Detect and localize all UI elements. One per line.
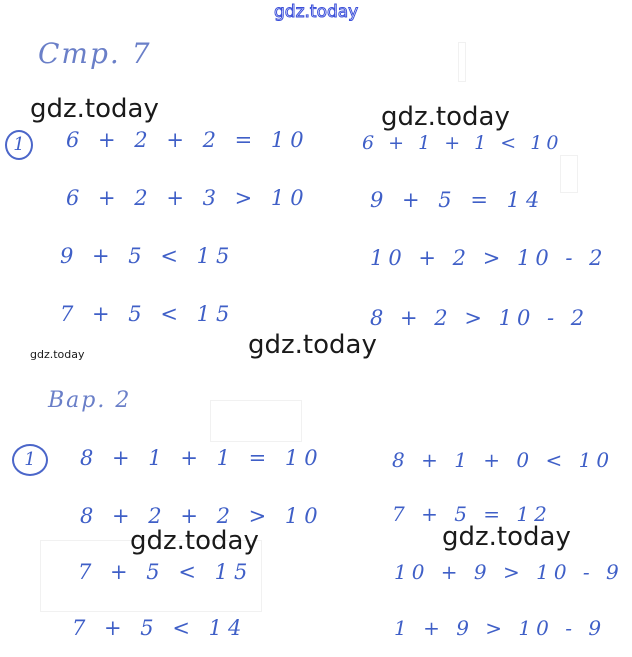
equation-left-3: 9 + 5 < 15 <box>60 244 236 268</box>
task-number-circle <box>5 130 33 160</box>
watermark: gdz.today <box>248 330 377 360</box>
scan-artifact <box>458 42 466 82</box>
equation-right-2: 9 + 5 = 14 <box>370 188 546 212</box>
task-number: 1 <box>24 449 36 470</box>
equation-right-3: 10 + 2 > 10 - 2 <box>370 246 608 270</box>
watermark: gdz.today <box>130 526 259 556</box>
equation-left-2: 8 + 2 + 2 > 10 <box>80 504 324 528</box>
task-number-circle <box>12 444 48 476</box>
task-number: 1 <box>13 134 25 155</box>
scan-artifact <box>560 155 578 193</box>
watermark-small: gdz.today <box>30 348 85 361</box>
equation-right-3: 10 + 9 > 10 - 9 <box>394 560 624 584</box>
equation-left-3: 7 + 5 < 15 <box>78 560 254 584</box>
equation-right-1: 6 + 1 + 1 < 10 <box>362 132 563 154</box>
equation-left-2: 6 + 2 + 3 > 10 <box>66 186 310 210</box>
equation-right-2: 7 + 5 = 12 <box>392 502 552 526</box>
scan-artifact <box>210 400 302 442</box>
equation-left-4: 7 + 5 < 15 <box>60 302 236 326</box>
equation-right-1: 8 + 1 + 0 < 10 <box>392 448 615 472</box>
watermark: gdz.today <box>30 94 159 124</box>
page-heading: Стр. 7 <box>38 37 152 70</box>
equation-right-4: 8 + 2 > 10 - 2 <box>370 306 590 330</box>
watermark: gdz.today <box>381 102 510 132</box>
equation-left-1: 8 + 1 + 1 = 10 <box>80 446 324 470</box>
watermark: gdz.today <box>442 522 571 552</box>
equation-left-1: 6 + 2 + 2 = 10 <box>66 128 310 152</box>
equation-right-4: 1 + 9 > 10 - 9 <box>394 616 607 640</box>
watermark-top: gdz.today <box>274 2 359 22</box>
variant-heading: Вар. 2 <box>48 388 132 413</box>
equation-left-4: 7 + 5 < 14 <box>72 616 248 640</box>
